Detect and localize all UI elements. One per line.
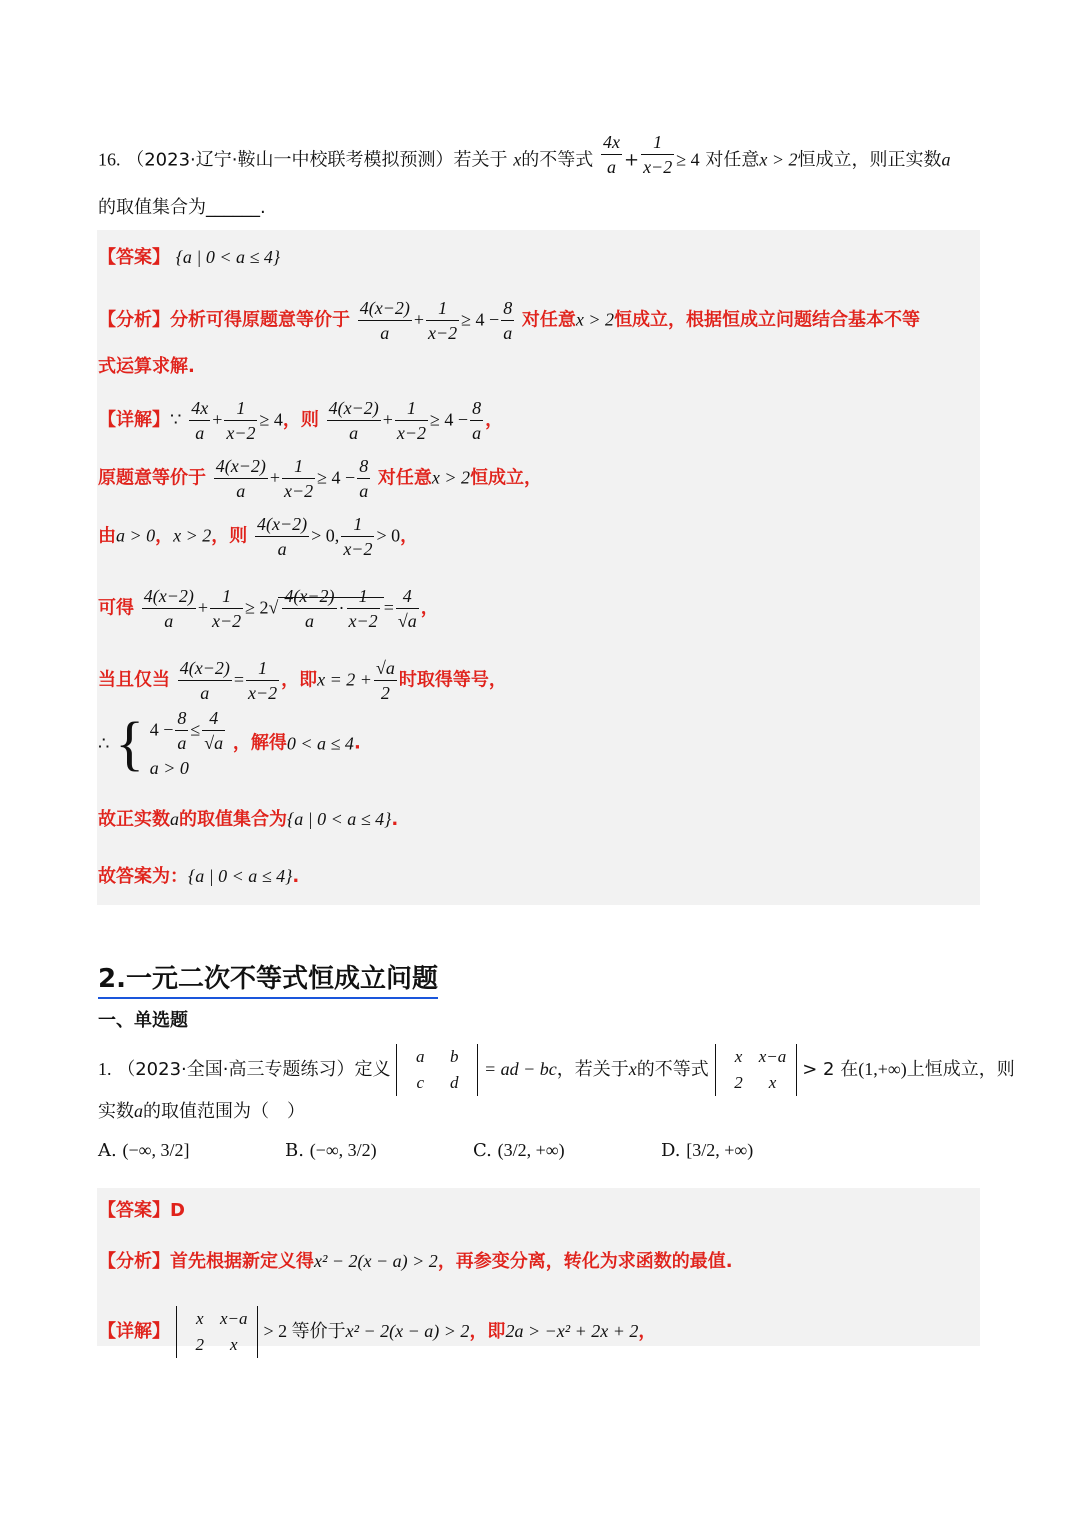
fraction: $\frac{4x}{a}$ [602,132,620,177]
fraction: $\frac{1}{x-2}$ [396,398,427,443]
fraction: $\frac{1}{x-2}$ [643,132,673,177]
option-value: (−∞, 3/2) [309,1140,377,1160]
detail-tag: 【详解】 [98,409,170,431]
detail-text: 故答案为： [98,866,188,887]
answer1-line [98,1198,185,1224]
analysis-text: 对任意 [521,309,576,331]
option-label: D. [661,1140,681,1161]
detail-expression: 2a > −x² + 2x + 2 [505,1321,639,1341]
option-a[interactable] [98,1140,189,1161]
detail-tag: 【详解】 [98,1321,170,1342]
analysis-text: ，再参变分离，转化为求函数的最值. [437,1251,733,1272]
detail-text: ，即 [469,1321,506,1342]
detail16-line2: 原题意等价于 $\frac{4(x-2)}{a}$ + $\frac{1}{x-2}$ ≥ 4 − $\frac{8}{a}$ 对任意x > 2恒成立， [98,456,543,501]
fraction: $\frac{4(x-2)}{a}$ [143,586,194,631]
q1-definition: = ad − bc [483,1059,557,1079]
therefore-symbol: ∴ [98,733,110,754]
option-label: C. [473,1140,492,1161]
analysis16-line1: 【分析】分析可得原题意等价于 $\frac{4(x-2)}{a}$ + $\frac{1}{x-2}$ ≥ 4 − $\frac{8}{a}$ 对任意x > 2恒成立，根据恒成立问题结合基本不等 [98,298,921,343]
q1-interval: (1,+∞) [858,1059,907,1079]
answer-value: {a | 0 < a ≤ 4} [175,247,281,267]
fraction: $\frac{8}{a}$ [503,298,513,343]
analysis-tag: 【分析】 [98,309,170,331]
q1-stem: > 2 在 [802,1059,859,1080]
var-x: x [513,149,522,170]
determinant: x x−a 2 x [176,1306,258,1358]
q16-condition: x > 2 [759,149,798,170]
analysis-text: 首先根据新定义得 [170,1251,314,1272]
detail-expression: x² − 2(x − a) > 2 [345,1321,470,1341]
detail-text: 恒成立， [470,467,543,489]
detail-text: 时取得等号， [398,669,507,691]
section-title: 2.一元二次不等式恒成立问题 [98,958,438,999]
detail-text: ，则 [282,409,319,431]
q16-stem: 对任意 [705,149,760,171]
detail16-line8: 故答案为：{a | 0 < a ≤ 4}. [98,866,300,887]
fraction: $\frac{1}{x-2}$ [212,586,242,631]
detail-text: 原题意等价于 [98,467,206,489]
determinant: a b c d [396,1044,478,1096]
q16-source: （2023·辽宁·鞍山一中校联考模拟预测） [126,149,454,171]
q1-stem: 上恒成立，则 [906,1059,1015,1080]
fraction: $\frac{1}{x-2}$ [248,658,278,703]
q1-source: （2023·全国·高三专题练习）定义 [117,1059,391,1080]
detail-text: 可得 [98,597,134,619]
system-brace: { [115,710,144,777]
detail-text: > 2 等价于 [263,1321,346,1341]
fraction: $\frac{4(x-2)}{a}$ [284,586,335,631]
system-of-inequalities: 4 − $\frac{8}{a}$ ≤ $\frac{4}{√a}$ a > 0 [149,708,224,778]
fraction: $\frac{8}{a}$ [472,398,482,443]
detail16-line3: 由a > 0，x > 2，则 $\frac{4(x-2)}{a}$ > 0, $\frac{1}{x-2}$ > 0， [98,514,419,559]
detail-text: 故正实数 [98,809,170,830]
analysis-text: 分析可得原题意等价于 [170,309,350,331]
detail16-line1: 【详解】∵ $\frac{4x}{a}$ + $\frac{1}{x-2}$ ≥ 4，则 $\frac{4(x-2)}{a}$ + $\frac{1}{x-2}$ ≥ 4 − $\frac{8}{a}$ ， [98,398,504,443]
answer-tag: 【答案】 [98,1200,170,1221]
detail16-line6: ∴ { 4 − $\frac{8}{a}$ ≤ $\frac{4}{√a}$ a > 0 ，解得0 < a ≤ 4. [98,706,361,786]
detail-text: 由 [98,525,116,547]
fraction: $\frac{4(x-2)}{a}$ [328,398,379,443]
detail-text: ， [638,1321,657,1342]
detail-text: ， [155,525,174,547]
analysis16-line2: 式运算求解. [98,356,195,377]
fraction: $\frac{1}{x-2}$ [343,514,373,559]
fraction: $\frac{1}{x-2}$ [284,456,314,501]
q16-line2: 的取值集合为______. [98,197,266,218]
q1-line2: 实数a的取值范围为（ ） [98,1101,305,1122]
detail16-line5: 当且仅当 $\frac{4(x-2)}{a}$ = $\frac{1}{x-2}$ ，即x = 2 + $\frac{√a}{2}$ 时取得等号， [98,658,507,703]
fraction: $\frac{1}{x-2}$ [348,586,378,631]
detail-text: 当且仅当 [98,669,170,691]
detail-text: ，解得 [232,732,287,754]
q16-stem: 的不等式 [521,149,594,171]
detail16-line7: 故正实数a的取值集合为{a | 0 < a ≤ 4}. [98,809,399,830]
fraction: $\frac{8}{a}$ [359,456,369,501]
q1-stem: 实数 [98,1101,134,1122]
q16-number: 16. [98,149,121,170]
var-a: a [941,149,951,170]
q16-stem: 若关于 [453,149,508,171]
analysis-text: 恒成立，根据恒成立问题结合基本不等 [614,309,921,331]
option-c[interactable] [473,1140,565,1161]
answer16-line [98,244,280,271]
detail16-line4: 可得 $\frac{4(x-2)}{a}$ + $\frac{1}{x-2}$ ≥ 2√ $\frac{4(x-2)}{a}$ · $\frac{1}{x-2}$ = $\frac{4}{√a}$ ， [98,586,439,631]
detail-text: 对任意 [377,467,432,489]
fraction: $\frac{4}{√a}$ [397,586,417,631]
q1-stem: 的不等式 [636,1059,709,1080]
option-label: B. [285,1140,304,1161]
option-value: (3/2, +∞) [497,1140,565,1160]
solve-value: 0 < a ≤ 4 [286,733,354,754]
detail-text: ，即 [281,669,318,691]
detail1-line [98,1306,656,1358]
fraction: $\frac{4(x-2)}{a}$ [215,456,266,501]
q1-number: 1. [98,1059,112,1079]
q1-stem: 的取值范围为（ ） [143,1101,305,1122]
analysis-tag: 【分析】 [98,1251,170,1272]
option-d[interactable] [661,1140,753,1161]
option-b[interactable] [285,1140,377,1161]
fraction: $\frac{4(x-2)}{a}$ [179,658,230,703]
fraction: $\frac{4(x-2)}{a}$ [359,298,410,343]
fraction: $\frac{4(x-2)}{a}$ [257,514,308,559]
section-subtitle: 一、单选题 [98,1010,188,1031]
detail-text: ，则 [211,525,248,547]
option-label: A. [98,1140,117,1161]
answer-value: D [170,1200,185,1221]
analysis1-line [98,1248,733,1275]
option-value: (−∞, 3/2] [122,1140,190,1160]
q1-line1: 1. （2023·全国·高三专题练习）定义 a b c d = ad − bc，若关于x的不等式 x x−a 2 x > 2 在(1,+∞)上恒成立，则 [98,1044,1015,1096]
analysis-expression: x² − 2(x − a) > 2 [314,1251,438,1271]
detail-text: 的取值集合为 [179,809,287,830]
q1-stem: ，若关于 [556,1059,629,1080]
fraction: $\frac{√a}{2}$ [375,658,395,703]
option-value: [3/2, +∞) [686,1140,754,1160]
determinant: x x−a 2 x [715,1044,797,1096]
q16-line1: 16. （2023·辽宁·鞍山一中校联考模拟预测）若关于 x的不等式 $\frac{4x}{a}$ + $\frac{1}{x-2}$ ≥ 4 对任意x > 2恒成立，则正实数a [98,132,951,177]
fraction: $\frac{1}{x-2}$ [226,398,256,443]
fraction: $\frac{4x}{a}$ [191,398,209,443]
fraction: $\frac{1}{x-2}$ [428,298,458,343]
because-symbol: ∵ [170,409,182,430]
answer-tag: 【答案】 [98,247,170,268]
q16-stem: 恒成立，则正实数 [797,149,942,171]
